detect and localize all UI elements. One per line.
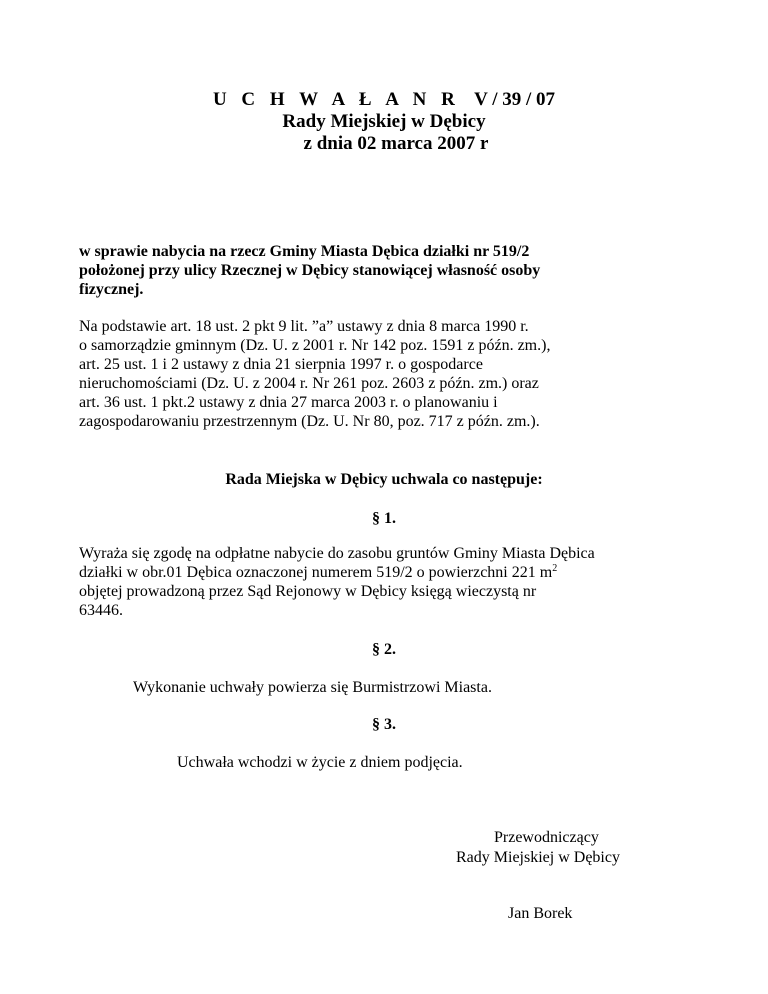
section-3-text: Uchwała wchodzi w życie z dniem podjęcia. [177,754,463,771]
subject-line: położonej przy ulicy Rzecznej w Dębicy stanowiącej własność osoby [79,262,541,279]
section-1-text [79,544,690,620]
section-2-text: Wykonanie uchwały powierza się Burmistrzowi Miasta. [133,679,492,696]
legal-basis-line: o samorządzie gminnym (Dz. U. z 2001 r. Nr 142 poz. 1591 z późn. zm.), [79,337,551,354]
legal-basis-line: zagospodarowaniu przestrzennym (Dz. U. Nr 80, poz. 717 z późn. zm.). [79,413,540,430]
legal-basis-line: art. 36 ust. 1 pkt.2 ustawy z dnia 27 marca 2003 r. o planowaniu i [79,394,498,411]
resolution-title [0,89,768,111]
subject-line: fizycznej. [79,281,144,298]
signature-role: Przewodniczący [494,829,599,846]
section-1-line [79,563,690,582]
section-3-heading: § 3. [372,716,396,733]
resolution-title-prefix: U C H W A Ł A N R [212,89,460,110]
legal-basis-line: nieruchomościami (Dz. U. z 2004 r. Nr 261 poz. 2603 z późn. zm.) oraz [79,375,539,392]
section-1-line: Wyraża się zgodę na odpłatne nabycie do zasobu gruntów Gminy Miasta Dębica [79,545,595,562]
resolution-subject [79,242,690,299]
section-1-area-text: działki w obr.01 Dębica oznaczonej numerem 519/2 o powierzchni 221 m [79,564,553,581]
signature-name: Jan Borek [508,905,573,922]
signature-body: Rady Miejskiej w Dębicy [456,849,620,866]
resolves-heading: Rada Miejska w Dębicy uchwala co następuje: [225,471,543,488]
section-1-heading: § 1. [372,510,396,527]
subject-line: w sprawie nabycia na rzecz Gminy Miasta Dębica działki nr 519/2 [79,243,530,260]
legal-basis [79,317,690,431]
section-2-heading: § 2. [372,641,396,658]
resolution-number: V / 39 / 07 [474,89,556,110]
legal-basis-line: Na podstawie art. 18 ust. 2 pkt 9 lit. ”a” ustawy z dnia 8 marca 1990 r. [79,318,529,335]
section-1-line: 63446. [79,602,123,619]
legal-basis-line: art. 25 ust. 1 i 2 ustawy z dnia 21 sierpnia 1997 r. o gospodarce [79,356,483,373]
area-unit-superscript: 2 [552,563,558,574]
resolution-date: z dnia 02 marca 2007 r [303,133,489,154]
section-1-line: objętej prowadzoną przez Sąd Rejonowy w Dębicy księgą wieczystą nr [79,583,537,600]
resolution-issuer: Rady Miejskiej w Dębicy [282,111,486,132]
